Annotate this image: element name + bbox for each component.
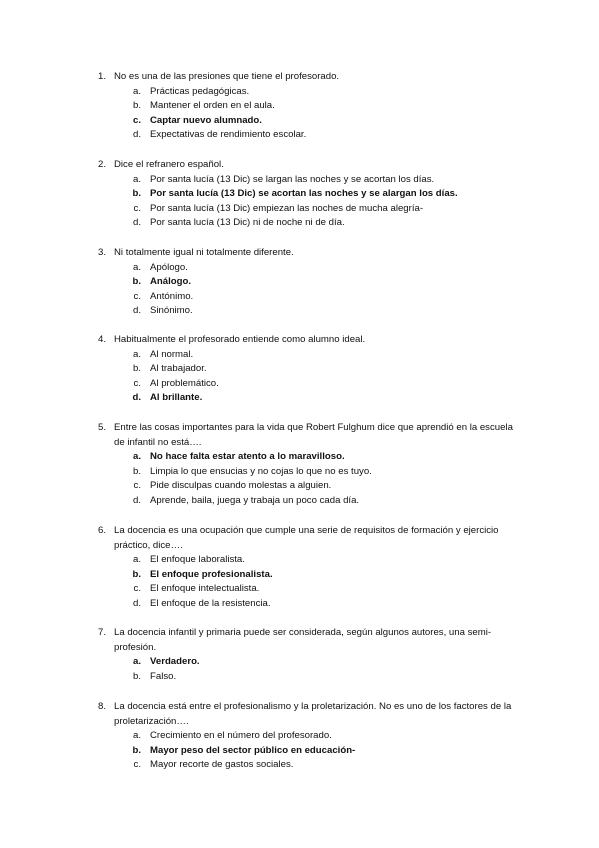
option-d-correct [0, 391, 599, 406]
option-text: Apólogo. [150, 261, 188, 273]
option-c [0, 758, 599, 773]
option-c [0, 377, 599, 392]
option-text: Expectativas de rendimiento escolar. [150, 129, 307, 141]
option-letter: a. [132, 348, 141, 360]
option-letter: a. [132, 173, 141, 185]
option-c [0, 479, 599, 494]
question-text: Ni totalmente igual ni totalmente diferente. [114, 247, 294, 258]
option-a [0, 729, 599, 744]
option-text: Falso. [150, 670, 177, 682]
option-letter: a. [132, 554, 141, 566]
option-text: Sinónimo. [150, 305, 193, 317]
option-b [0, 465, 599, 480]
option-letter: a. [132, 451, 141, 463]
option-text: Por santa lucía (13 Dic) se largan las noches y se acortan los días. [150, 173, 435, 185]
option-b [0, 362, 599, 377]
option-text: No hace falta estar atento a lo maravilloso. [150, 451, 345, 463]
option-letter: b. [132, 670, 141, 682]
option-letter: b. [132, 188, 141, 200]
question-5 [0, 421, 599, 509]
option-letter: c. [133, 759, 141, 771]
question-1 [0, 70, 599, 143]
question-3 [0, 246, 599, 319]
option-letter: a. [132, 85, 141, 97]
option-text: Mayor peso del sector público en educación- [150, 744, 356, 756]
option-letter: d. [132, 494, 141, 506]
question-number: 8. [97, 701, 106, 712]
option-text: Pide disculpas cuando molestas a alguien. [150, 480, 332, 492]
option-letter: b. [132, 568, 141, 580]
option-letter: c. [132, 114, 141, 126]
question-text: Entre las cosas importantes para la vida que Robert Fulghum dice que aprendió en la escuela de infantil no está…. [114, 422, 513, 448]
question-4 [0, 333, 599, 406]
option-text: Limpia lo que ensucias y no cojas lo que no es tuyo. [150, 465, 372, 477]
option-b-correct [0, 568, 599, 583]
question-number: 7. [97, 627, 106, 638]
option-text: Mayor recorte de gastos sociales. [150, 759, 294, 771]
option-text: El enfoque laboralista. [150, 554, 245, 566]
question-text: La docencia infantil y primaria puede ser considerada, según algunos autores, una semi-profesión. [114, 627, 492, 653]
option-text: Al brillante. [150, 392, 203, 404]
question-text: No es una de las presiones que tiene el profesorado. [114, 71, 340, 82]
option-b [0, 99, 599, 114]
option-text: Aprende, baila, juega y trabaja un poco cada día. [150, 494, 360, 506]
option-a-correct [0, 655, 599, 670]
option-c [0, 582, 599, 597]
option-d [0, 304, 599, 319]
option-text: El enfoque de la resistencia. [150, 597, 271, 609]
option-d [0, 494, 599, 509]
question-text: Habitualmente el profesorado entiende como alumno ideal. [114, 334, 366, 345]
question-number: 2. [97, 159, 106, 170]
option-letter: c. [133, 480, 141, 492]
question-text: La docencia es una ocupación que cumple una serie de requisitos de formación y ejercicio práctico, dice…. [114, 525, 499, 551]
option-a [0, 85, 599, 100]
option-text: El enfoque profesionalista. [150, 568, 273, 580]
option-letter: a. [132, 261, 141, 273]
option-letter: d. [132, 129, 141, 141]
option-text: Prácticas pedagógicas. [150, 85, 250, 97]
question-number: 5. [97, 422, 106, 433]
option-letter: b. [132, 744, 141, 756]
option-text: Captar nuevo alumnado. [150, 114, 262, 126]
option-d [0, 597, 599, 612]
option-letter: b. [132, 100, 141, 112]
option-text: Al problemático. [150, 377, 219, 389]
option-a [0, 261, 599, 276]
option-c [0, 202, 599, 217]
option-d [0, 128, 599, 143]
option-text: Al trabajador. [150, 363, 207, 375]
option-b-correct [0, 275, 599, 290]
question-text: Dice el refranero español. [114, 159, 224, 170]
option-letter: a. [132, 730, 141, 742]
option-c-correct [0, 114, 599, 129]
option-letter: b. [132, 465, 141, 477]
option-text: Análogo. [150, 276, 192, 288]
option-d [0, 216, 599, 231]
option-b [0, 670, 599, 685]
question-number: 1. [97, 71, 106, 82]
option-text: Crecimiento en el número del profesorado. [150, 730, 332, 742]
question-text: La docencia está entre el profesionalismo y la proletarización. No es uno de los factores de la proletarización…. [114, 701, 512, 727]
option-text: Al normal. [150, 348, 194, 360]
option-c [0, 290, 599, 305]
option-letter: a. [132, 656, 141, 668]
option-letter: d. [132, 305, 141, 317]
option-text: Por santa lucía (13 Dic) empiezan las noches de mucha alegría- [150, 202, 424, 214]
question-2 [0, 158, 599, 231]
question-6 [0, 524, 599, 612]
question-number: 4. [97, 334, 106, 345]
question-number: 3. [97, 247, 106, 258]
question-7 [0, 626, 599, 684]
option-letter: d. [132, 217, 141, 229]
option-text: Antónimo. [150, 290, 194, 302]
option-letter: d. [132, 597, 141, 609]
option-text: Mantener el orden en el aula. [150, 100, 275, 112]
option-text: Por santa lucía (13 Dic) ni de noche ni de día. [150, 217, 345, 229]
option-letter: c. [133, 290, 141, 302]
option-b-correct [0, 744, 599, 759]
option-a [0, 173, 599, 188]
option-letter: c. [133, 377, 141, 389]
option-letter: d. [132, 392, 141, 404]
option-letter: b. [132, 363, 141, 375]
option-a-correct [0, 450, 599, 465]
option-letter: c. [133, 202, 141, 214]
option-letter: b. [132, 276, 141, 288]
option-letter: c. [133, 583, 141, 595]
option-a [0, 348, 599, 363]
option-text: Por santa lucía (13 Dic) se acortan las noches y se alargan los días. [150, 188, 458, 200]
option-b-correct [0, 187, 599, 202]
question-8 [0, 700, 599, 773]
option-text: El enfoque intelectualista. [150, 583, 260, 595]
option-a [0, 553, 599, 568]
question-number: 6. [97, 525, 106, 536]
option-text: Verdadero. [150, 656, 200, 668]
